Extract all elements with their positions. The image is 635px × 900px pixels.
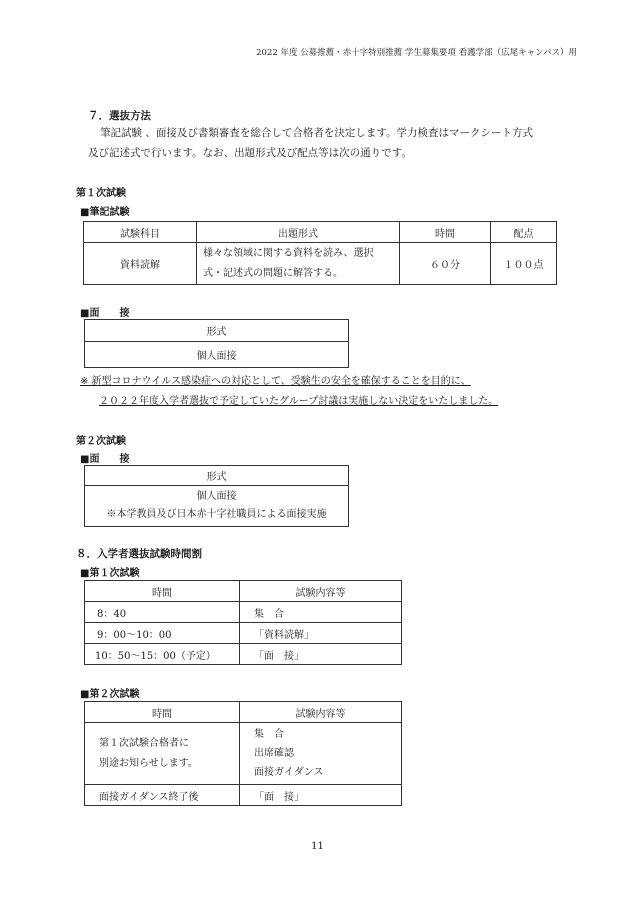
covid-note-line-2: ２０２２年度入学者選抜で予定していたグループ討議は実施しない決定をいたしました。 — [99, 396, 499, 407]
interview-2-table — [84, 465, 349, 527]
schedule-1-row-1-content: 集 合 — [240, 602, 402, 623]
interview-2-note: ※本学教員及び日本赤十字社職員による面接実施 — [106, 509, 327, 520]
cell-format-line-2: 式・記述式の問題に解答する。 — [203, 267, 343, 279]
schedule-1-title: ■第１次試験 — [80, 568, 140, 579]
page-header: 2022 年度 公募推薦・赤十字特別推薦 学生募集要項 看護学部（広尾キャンパス）用 — [256, 48, 577, 58]
cell-subject: 資料読解 — [84, 243, 197, 285]
written-exam-table — [83, 221, 557, 285]
interview-2-title: ■面 接 — [80, 454, 130, 465]
covid-note-line-1: ※ 新型コロナウイルス感染症への対応として、受験生の安全を確保することを目的に、 — [80, 376, 471, 387]
schedule-2-row-1-time — [85, 723, 240, 785]
header-score: 配点 — [491, 222, 557, 243]
schedule-2-row-1-content-line-1: 集 合 — [254, 729, 284, 740]
written-exam-title: ■筆記試験 — [80, 207, 130, 218]
schedule-2-row-1-time-line-1: 第１次試験合格者に — [99, 737, 189, 749]
cell-format — [197, 243, 400, 285]
interview-2-value-text: 個人面接 — [196, 491, 237, 502]
schedule-2-row-1-content — [240, 723, 402, 785]
interview-1-header: 形式 — [85, 320, 349, 342]
schedule-1-row-2-time: 9：00～10：00 — [85, 623, 240, 644]
cell-score: １００点 — [491, 243, 557, 285]
schedule-2-header-content: 試験内容等 — [240, 702, 402, 723]
interview-1-title: ■面 接 — [80, 308, 130, 319]
interview-1-table — [84, 319, 349, 368]
schedule-2-table — [84, 701, 402, 806]
schedule-1-row-1-time: 8：40 — [85, 602, 240, 623]
page-number: 11 — [311, 841, 324, 852]
section-8-title: ８．入学者選抜試験時間割 — [76, 548, 202, 560]
header-subject: 試験科目 — [84, 222, 197, 243]
schedule-1-row-3-content: 「面 接」 — [240, 644, 402, 665]
first-exam-title: 第１次試験 — [76, 188, 126, 199]
schedule-1-row-3-time: 10：50～15：00（予定） — [85, 644, 240, 665]
schedule-1-header-time: 時間 — [85, 581, 240, 602]
schedule-2-title: ■第２次試験 — [80, 689, 140, 700]
interview-2-value — [85, 486, 349, 527]
cell-format-line-1: 様々な領域に関する資料を読み、選択 — [203, 247, 374, 259]
interview-1-value: 個人面接 — [85, 342, 349, 368]
schedule-2-row-1-time-line-2: 別途お知らせします。 — [99, 757, 198, 769]
cell-time: ６０分 — [400, 243, 491, 285]
schedule-2-row-2-content: 「面 接」 — [240, 785, 402, 806]
schedule-1-header-content: 試験内容等 — [240, 581, 402, 602]
second-exam-title: 第２次試験 — [76, 436, 126, 447]
schedule-1-table — [84, 580, 402, 665]
section-7-paragraph-1: 筆記試験 、面接及び書類審査を総合して合格者を決定します。学力検査はマークシート方式 — [100, 127, 533, 139]
schedule-2-row-1-content-line-3: 面接ガイダンス — [254, 767, 324, 778]
section-7-title: ７．選抜方法 — [88, 110, 151, 122]
section-7-paragraph-2: 及び記述式で行います。なお、出題形式及び配点等は次の通りです。 — [88, 147, 412, 159]
schedule-1-row-2-content: 「資料読解」 — [240, 623, 402, 644]
schedule-2-header-time: 時間 — [85, 702, 240, 723]
header-format: 出題形式 — [197, 222, 400, 243]
schedule-2-row-2-time: 面接ガイダンス終了後 — [85, 785, 240, 806]
schedule-2-row-1-content-line-2: 出席確認 — [254, 748, 294, 759]
header-time: 時間 — [400, 222, 491, 243]
interview-2-header: 形式 — [85, 466, 349, 486]
